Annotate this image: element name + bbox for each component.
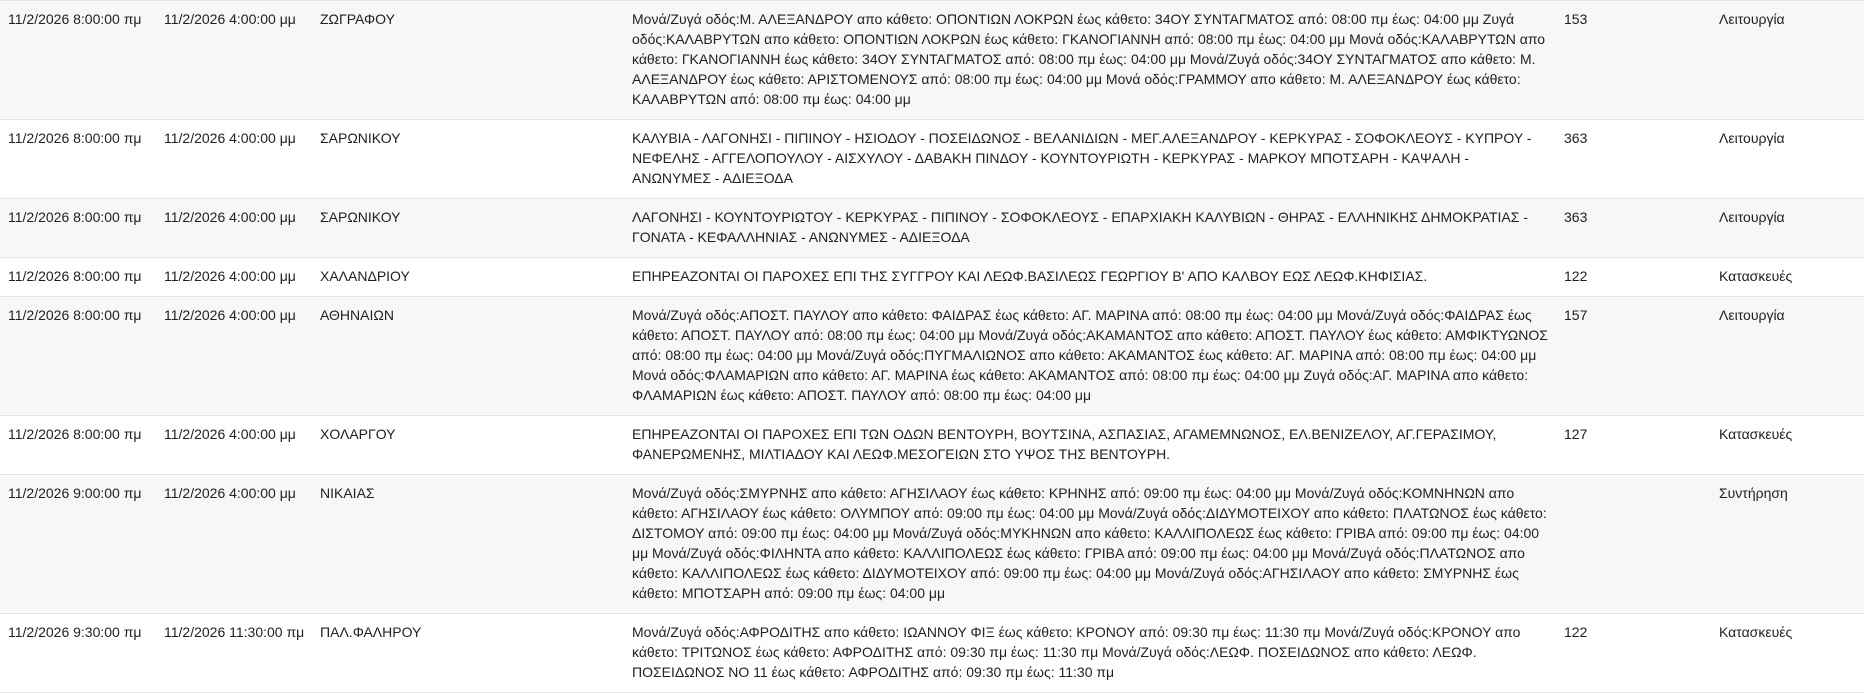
type-cell: Λειτουργία <box>1719 11 1785 27</box>
area-cell: ΣΑΡΩΝΙΚΟΥ <box>320 130 401 146</box>
start-time-cell: 11/2/2026 9:00:00 πμ <box>8 485 142 501</box>
end-time-cell: 11/2/2026 4:00:00 μμ <box>164 268 296 284</box>
description-cell: Μονά/Ζυγά οδός:ΣΜΥΡΝΗΣ απο κάθετο: ΑΓΗΣΙΛΑΟΥ έως κάθετο: ΚΡΗΝΗΣ από: 09:00 πμ έως: 04:00 μμ Μονά/Ζυγά οδός:ΚΟΜΝΗΝΩΝ απο κάθετο: ΑΓΗΣΙΛΑΟΥ έως κάθετο: ΟΛΥΜΠΟΥ από: 09:00 πμ έως: 04:00 μμ Μονά/Ζυγά οδός:ΔΙΔΥΜΟΤΕΙΧΟΥ απο κάθετο: ΠΛΑΤΩΝΟΣ έως κάθετο: ΔΙΣΤΟΜΟΥ από: 09:00 πμ έως: 04:00 μμ Μονά/Ζυγά οδός:ΜΥΚΗΝΩΝ απο κάθετο: ΚΑΛΛΙΠΟΛΕΩΣ έως κάθετο: ΓΡΙΒΑ από: 09:00 πμ έως: 04:00 μμ Μονά/Ζυγά οδός:ΦΙΛΗΝΤΑ απο κάθετο: ΚΑΛΛΙΠΟΛΕΩΣ έως κάθετο: ΓΡΙΒΑ από: 09:00 πμ έως: 04:00 μμ Μονά/Ζυγά οδός:ΠΛΑΤΩΝΟΣ απο κάθετο: ΚΑΛΛΙΠΟΛΕΩΣ έως κάθετο: ΔΙΔΥΜΟΤΕΙΧΟΥ από: 09:00 πμ έως: 04:00 μμ Μονά/Ζυγά οδός:ΑΓΗΣΙΛΑΟΥ απο κάθετο: ΣΜΥΡΝΗΣ έως κάθετο: ΜΠΟΤΣΑΡΗ από: 09:00 πμ έως: 04:00 μμ <box>632 485 1547 601</box>
number-cell: 122 <box>1564 624 1588 640</box>
type-cell: Κατασκευές <box>1719 426 1793 442</box>
table-row <box>0 416 1864 475</box>
end-time-cell: 11/2/2026 4:00:00 μμ <box>164 11 296 27</box>
start-time-cell: 11/2/2026 8:00:00 πμ <box>8 209 142 225</box>
type-cell: Λειτουργία <box>1719 307 1785 323</box>
area-cell: ΧΟΛΑΡΓΟΥ <box>320 426 396 442</box>
end-time-cell: 11/2/2026 4:00:00 μμ <box>164 426 296 442</box>
description-cell: Μονά/Ζυγά οδός:ΑΠΟΣΤ. ΠΑΥΛΟΥ απο κάθετο: ΦΑΙΔΡΑΣ έως κάθετο: ΑΓ. ΜΑΡΙΝΑ από: 08:00 πμ έως: 04:00 μμ Μονά/Ζυγά οδός:ΦΑΙΔΡΑΣ έως κάθετο: ΑΠΟΣΤ. ΠΑΥΛΟΥ από: 08:00 πμ έως: 04:00 μμ Μονά/Ζυγά οδός:ΑΚΑΜΑΝΤΟΣ απο κάθετο: ΑΠΟΣΤ. ΠΑΥΛΟΥ έως κάθετο: ΑΜΦΙΚΤΥΩΝΟΣ από: 08:00 πμ έως: 04:00 μμ Μονά/Ζυγά οδός:ΠΥΓΜΑΛΙΩΝΟΣ απο κάθετο: ΑΚΑΜΑΝΤΟΣ έως κάθετο: ΑΓ. ΜΑΡΙΝΑ από: 08:00 πμ έως: 04:00 μμ Μονά οδός:ΦΛΑΜΑΡΙΩΝ απο κάθετο: ΑΓ. ΜΑΡΙΝΑ έως κάθετο: ΑΚΑΜΑΝΤΟΣ από: 08:00 πμ έως: 04:00 μμ Ζυγά οδός:ΑΓ. ΜΑΡΙΝΑ απο κάθετο: ΦΛΑΜΑΡΙΩΝ έως κάθετο: ΑΠΟΣΤ. ΠΑΥΛΟΥ από: 08:00 πμ έως: 04:00 μμ <box>632 307 1548 403</box>
end-time-cell: 11/2/2026 4:00:00 μμ <box>164 485 296 501</box>
table-row <box>0 614 1864 693</box>
description-cell: ΕΠΗΡΕΑΖΟΝΤΑΙ ΟΙ ΠΑΡΟΧΕΣ ΕΠΙ ΤΗΣ ΣΥΓΓΡΟΥ ΚΑΙ ΛΕΩΦ.ΒΑΣΙΛΕΩΣ ΓΕΩΡΓΙΟΥ Β' ΑΠΟ ΚΑΛΒΟΥ ΕΩΣ ΛΕΩΦ.ΚΗΦΙΣΙΑΣ. <box>632 268 1428 284</box>
number-cell: 363 <box>1564 130 1588 146</box>
area-cell: ΝΙΚΑΙΑΣ <box>320 485 375 501</box>
start-time-cell: 11/2/2026 8:00:00 πμ <box>8 11 142 27</box>
description-cell: Μονά/Ζυγά οδός:Μ. ΑΛΕΞΑΝΔΡΟΥ απο κάθετο: ΟΠΟΝΤΙΩΝ ΛΟΚΡΩΝ έως κάθετο: 34ΟΥ ΣΥΝΤΑΓΜΑΤΟΣ από: 08:00 πμ έως: 04:00 μμ Ζυγά οδός:ΚΑΛΑΒΡΥΤΩΝ απο κάθετο: ΟΠΟΝΤΙΩΝ ΛΟΚΡΩΝ έως κάθετο: ΓΚΑΝΟΓΙΑΝΝΗ από: 08:00 πμ έως: 04:00 μμ Μονά οδός:ΚΑΛΑΒΡΥΤΩΝ απο κάθετο: ΓΚΑΝΟΓΙΑΝΝΗ έως κάθετο: 34ΟΥ ΣΥΝΤΑΓΜΑΤΟΣ από: 08:00 πμ έως: 04:00 μμ Μονά/Ζυγά οδός:34ΟΥ ΣΥΝΤΑΓΜΑΤΟΣ απο κάθετο: Μ. ΑΛΕΞΑΝΔΡΟΥ έως κάθετο: ΑΡΙΣΤΟΜΕΝΟΥΣ από: 08:00 πμ έως: 04:00 μμ Μονά οδός:ΓΡΑΜΜΟΥ απο κάθετο: Μ. ΑΛΕΞΑΝΔΡΟΥ έως κάθετο: ΚΑΛΑΒΡΥΤΩΝ από: 08:00 πμ έως: 04:00 μμ <box>632 11 1546 107</box>
table-row <box>0 297 1864 416</box>
area-cell: ΖΩΓΡΑΦΟΥ <box>320 11 395 27</box>
start-time-cell: 11/2/2026 8:00:00 πμ <box>8 130 142 146</box>
description-cell: ΕΠΗΡΕΑΖΟΝΤΑΙ ΟΙ ΠΑΡΟΧΕΣ ΕΠΙ ΤΩΝ ΟΔΩΝ ΒΕΝΤΟΥΡΗ, ΒΟΥΤΣΙΝΑ, ΑΣΠΑΣΙΑΣ, ΑΓΑΜΕΜΝΩΝΟΣ, ΕΛ.ΒΕΝΙΖΕΛΟΥ, ΑΓ.ΓΕΡΑΣΙΜΟΥ, ΦΑΝΕΡΩΜΕΝΗΣ, ΜΙΛΤΙΑΔΟΥ ΚΑΙ ΛΕΩΦ.ΜΕΣΟΓΕΙΩΝ ΣΤΟ ΥΨΟΣ ΤΗΣ ΒΕΝΤΟΥΡΗ. <box>632 426 1497 462</box>
type-cell: Κατασκευές <box>1719 268 1793 284</box>
start-time-cell: 11/2/2026 8:00:00 πμ <box>8 307 142 323</box>
description-cell: Μονά/Ζυγά οδός:ΑΦΡΟΔΙΤΗΣ απο κάθετο: ΙΩΑΝΝΟΥ ΦΙΞ έως κάθετο: ΚΡΟΝΟΥ από: 09:30 πμ έως: 11:30 πμ Μονά/Ζυγά οδός:ΚΡΟΝΟΥ απο κάθετο: ΤΡΙΤΩΝΟΣ έως κάθετο: ΑΦΡΟΔΙΤΗΣ από: 09:30 πμ έως: 11:30 πμ Μονά/Ζυγά οδός:ΛΕΩΦ. ΠΟΣΕΙΔΩΝΟΣ απο κάθετο: ΛΕΩΦ. ΠΟΣΕΙΔΩΝΟΣ ΝΟ 11 έως κάθετο: ΑΦΡΟΔΙΤΗΣ από: 09:30 πμ έως: 11:30 πμ <box>632 624 1521 680</box>
table-row <box>0 0 1864 120</box>
area-cell: ΣΑΡΩΝΙΚΟΥ <box>320 209 401 225</box>
start-time-cell: 11/2/2026 9:30:00 πμ <box>8 624 142 640</box>
type-cell: Συντήρηση <box>1719 485 1788 501</box>
type-cell: Λειτουργία <box>1719 130 1785 146</box>
number-cell <box>1564 483 1719 603</box>
table-row <box>0 475 1864 614</box>
type-cell: Λειτουργία <box>1719 209 1785 225</box>
start-time-cell: 11/2/2026 8:00:00 πμ <box>8 268 142 284</box>
table-row <box>0 120 1864 199</box>
end-time-cell: 11/2/2026 4:00:00 μμ <box>164 130 296 146</box>
description-cell: ΚΑΛΥΒΙΑ - ΛΑΓΟΝΗΣΙ - ΠΙΠΙΝΟΥ - ΗΣΙΟΔΟΥ - ΠΟΣΕΙΔΩΝΟΣ - ΒΕΛΑΝΙΔΙΩΝ - ΜΕΓ.ΑΛΕΞΑΝΔΡΟΥ - ΚΕΡΚΥΡΑΣ - ΣΟΦΟΚΛΕΟΥΣ - ΚΥΠΡΟΥ - ΝΕΦΕΛΗΣ - ΑΓΓΕΛΟΠΟΥΛΟΥ - ΑΙΣΧΥΛΟΥ - ΔΑΒΑΚΗ ΠΙΝΔΟΥ - ΚΟΥΝΤΟΥΡΙΩΤΗ - ΚΕΡΚΥΡΑΣ - ΜΑΡΚΟΥ ΜΠΟΤΣΑΡΗ - ΚΑΨΑΛΗ - ΑΝΩΝΥΜΕΣ - ΑΔΙΕΞΟΔΑ <box>632 130 1532 186</box>
table-row <box>0 258 1864 297</box>
end-time-cell: 11/2/2026 4:00:00 μμ <box>164 209 296 225</box>
description-cell: ΛΑΓΟΝΗΣΙ - ΚΟΥΝΤΟΥΡΙΩΤΟΥ - ΚΕΡΚΥΡΑΣ - ΠΙΠΙΝΟΥ - ΣΟΦΟΚΛΕΟΥΣ - ΕΠΑΡΧΙΑΚΗ ΚΑΛΥΒΙΩΝ - ΘΗΡΑΣ - ΕΛΛΗΝΙΚΗΣ ΔΗΜΟΚΡΑΤΙΑΣ - ΓΟΝΑΤΑ - ΚΕΦΑΛΛΗΝΙΑΣ - ΑΝΩΝΥΜΕΣ - ΑΔΙΕΞΟΔΑ <box>632 209 1528 245</box>
number-cell: 127 <box>1564 426 1588 442</box>
end-time-cell: 11/2/2026 11:30:00 πμ <box>164 624 305 640</box>
area-cell: ΠΑΛ.ΦΑΛΗΡΟΥ <box>320 624 422 640</box>
area-cell: ΑΘΗΝΑΙΩΝ <box>320 307 394 323</box>
area-cell: ΧΑΛΑΝΔΡΙΟΥ <box>320 268 410 284</box>
type-cell: Κατασκευές <box>1719 624 1793 640</box>
number-cell: 363 <box>1564 209 1588 225</box>
number-cell: 157 <box>1564 307 1588 323</box>
end-time-cell: 11/2/2026 4:00:00 μμ <box>164 307 296 323</box>
start-time-cell: 11/2/2026 8:00:00 πμ <box>8 426 142 442</box>
number-cell: 122 <box>1564 268 1588 284</box>
number-cell: 153 <box>1564 11 1588 27</box>
table-row <box>0 199 1864 258</box>
